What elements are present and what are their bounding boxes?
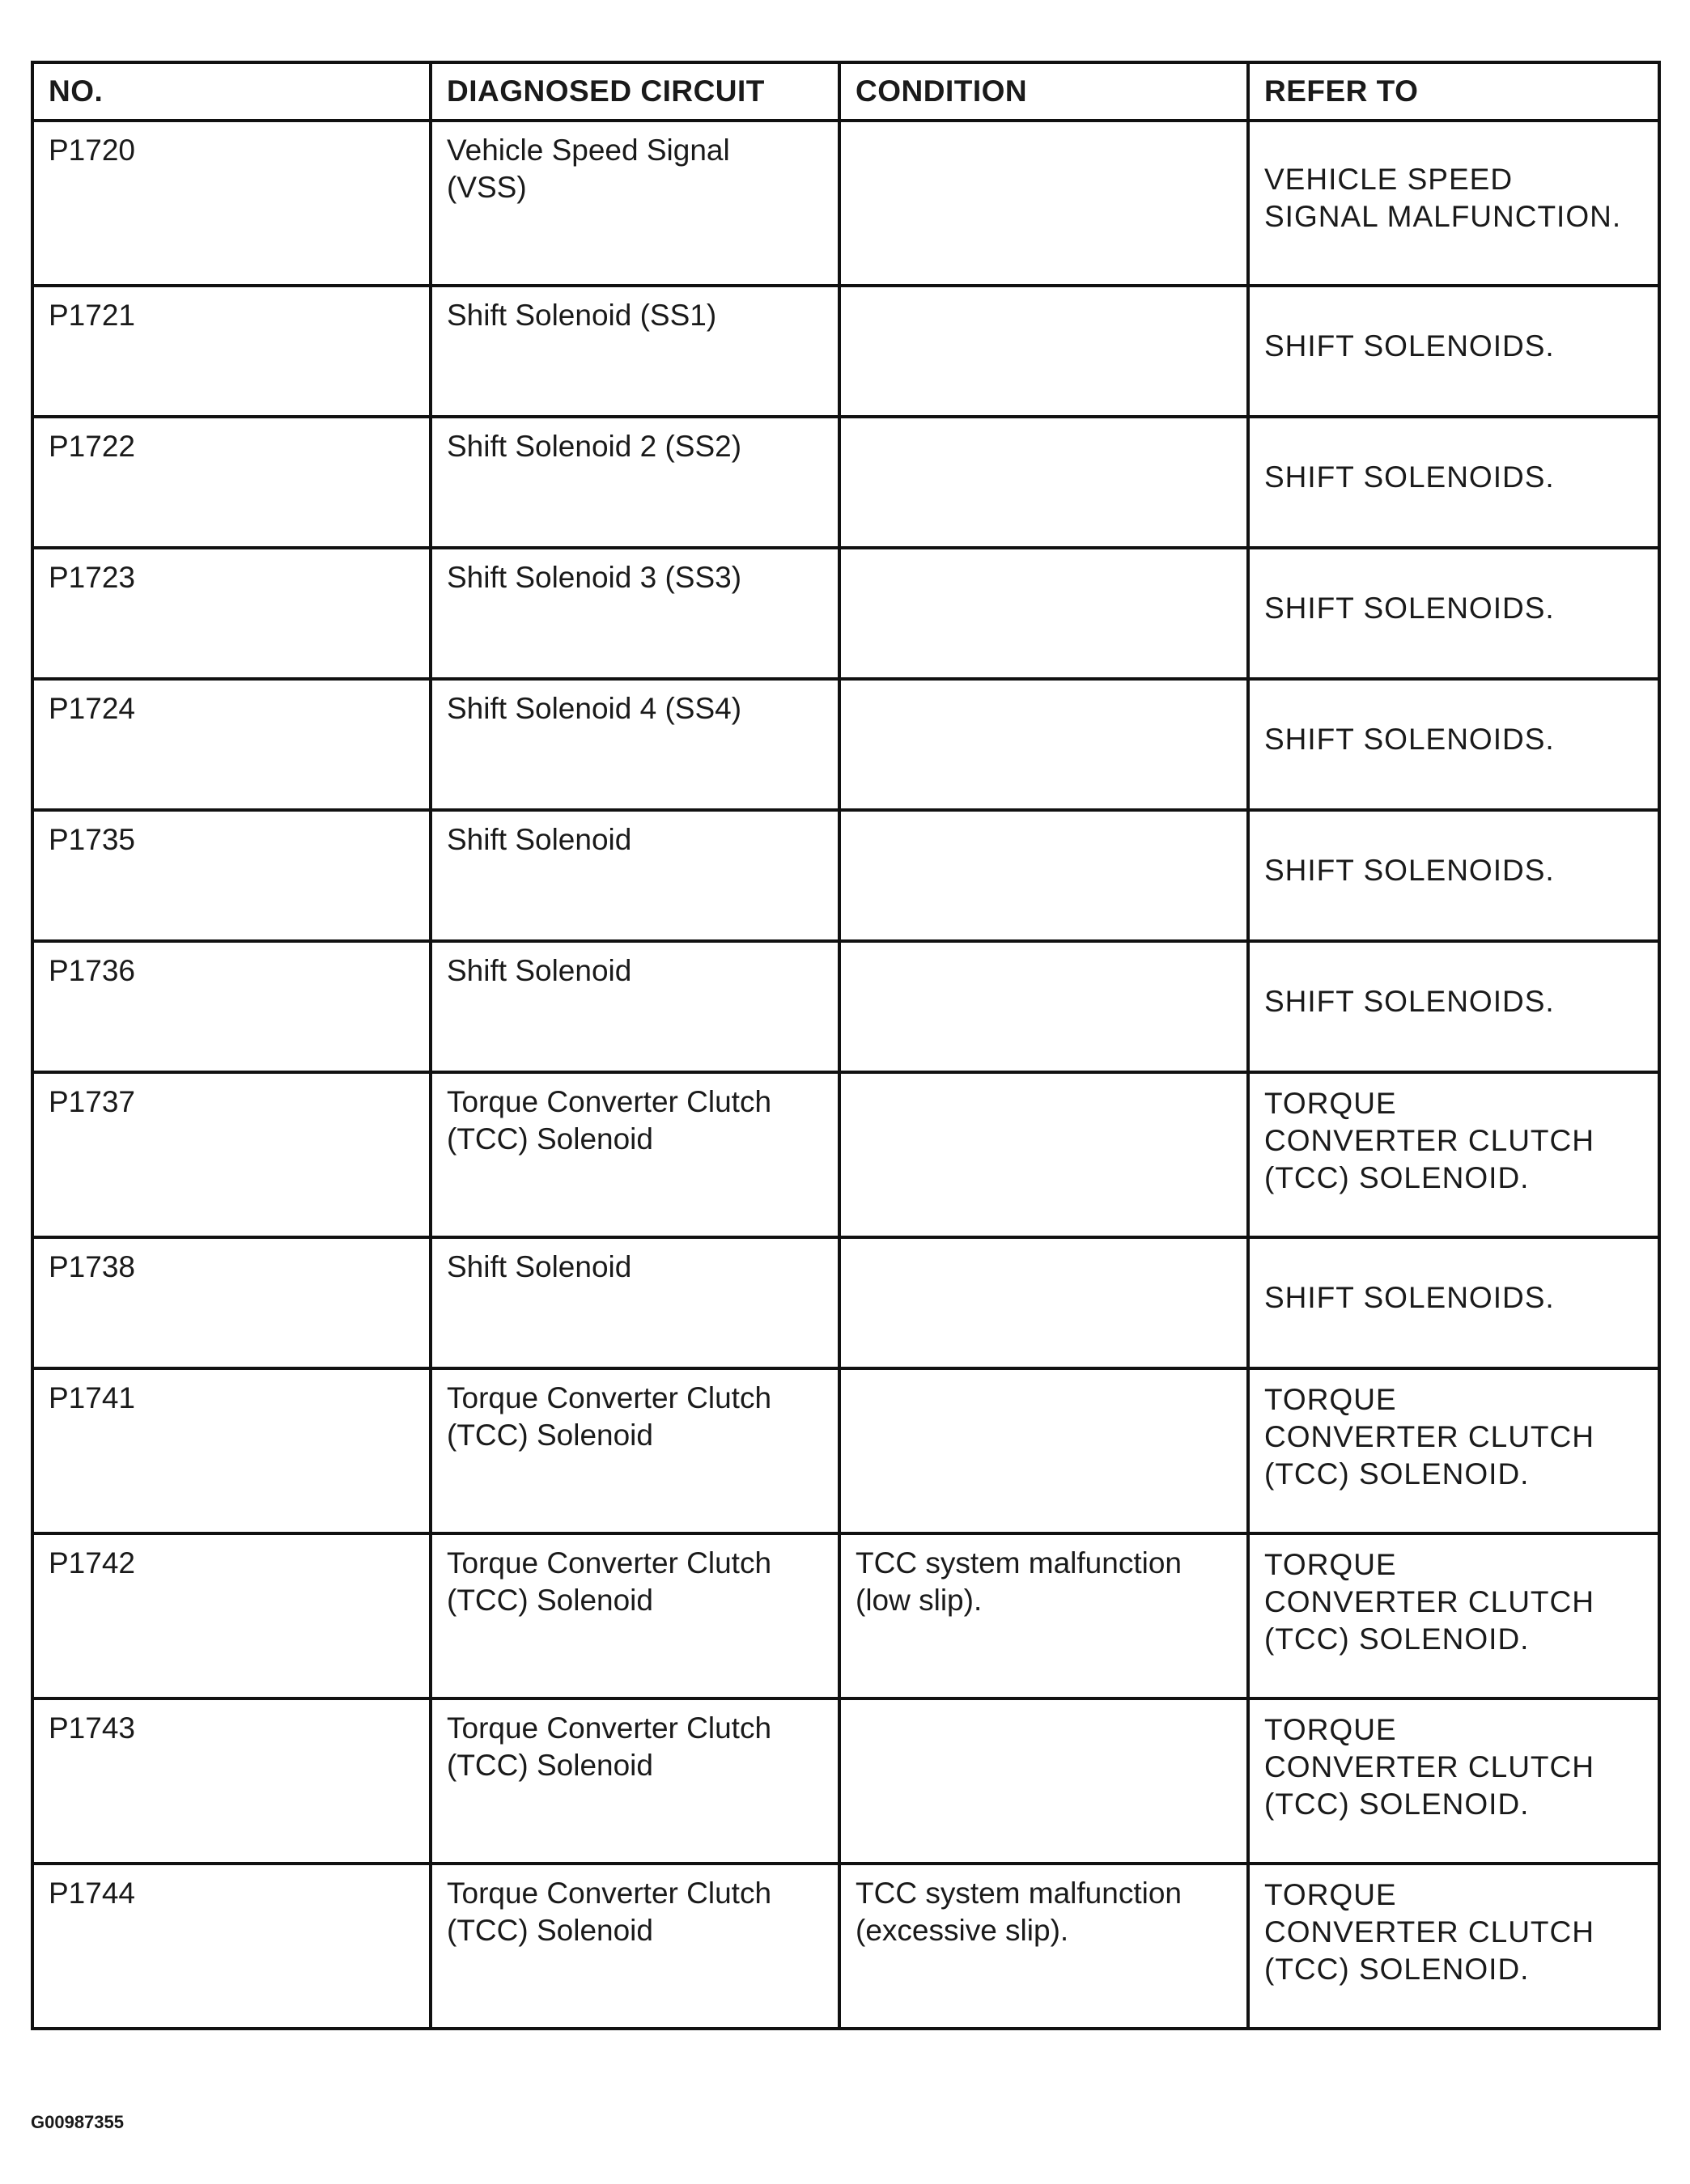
cell-circuit xyxy=(431,679,839,810)
cell-no xyxy=(32,1237,431,1368)
circuit-text: Shift Solenoid 3 (SS3) xyxy=(447,561,742,594)
circuit-text: Shift Solenoid 2 (SS2) xyxy=(447,430,742,463)
condition-text xyxy=(856,812,1232,821)
circuit-text: Vehicle Speed Signal (VSS) xyxy=(447,134,730,204)
code-text: P1744 xyxy=(49,1877,135,1910)
condition-text xyxy=(856,287,1232,297)
condition-text xyxy=(856,943,1232,952)
code-text: P1738 xyxy=(49,1250,135,1283)
cell-condition xyxy=(839,1698,1248,1864)
cell-refer xyxy=(1248,286,1659,417)
cell-refer xyxy=(1248,1237,1659,1368)
table-row xyxy=(32,121,1659,286)
cell-no xyxy=(32,1864,431,2029)
circuit-text: Shift Solenoid xyxy=(447,1250,632,1283)
refer-text: TORQUE CONVERTER CLUTCH (TCC) SOLENOID. xyxy=(1264,1087,1594,1194)
table-row xyxy=(32,417,1659,548)
cell-refer xyxy=(1248,417,1659,548)
cell-no xyxy=(32,548,431,679)
condition-text xyxy=(856,549,1232,559)
code-text: P1743 xyxy=(49,1711,135,1745)
condition-text: TCC system malfunction (excessive slip). xyxy=(856,1877,1182,1947)
cell-refer xyxy=(1248,1698,1659,1864)
circuit-text: Torque Converter Clutch (TCC) Solenoid xyxy=(447,1711,772,1782)
condition-text xyxy=(856,1700,1232,1710)
condition-text xyxy=(856,681,1232,690)
code-text: P1736 xyxy=(49,954,135,987)
cell-circuit xyxy=(431,417,839,548)
cell-refer xyxy=(1248,121,1659,286)
cell-condition xyxy=(839,810,1248,941)
cell-no xyxy=(32,941,431,1072)
code-text: P1741 xyxy=(49,1381,135,1414)
cell-circuit xyxy=(431,1072,839,1237)
table-row xyxy=(32,1237,1659,1368)
cell-circuit xyxy=(431,1698,839,1864)
header-diagnosed-circuit: DIAGNOSED CIRCUIT xyxy=(431,62,839,121)
circuit-text: Torque Converter Clutch (TCC) Solenoid xyxy=(447,1877,772,1947)
cell-circuit xyxy=(431,121,839,286)
header-row xyxy=(32,62,1659,121)
refer-text: SHIFT SOLENOIDS. xyxy=(1264,723,1555,756)
code-text: P1742 xyxy=(49,1546,135,1580)
cell-circuit xyxy=(431,1533,839,1698)
table-row xyxy=(32,810,1659,941)
dtc-table xyxy=(31,61,1661,2030)
cell-no xyxy=(32,1533,431,1698)
cell-no xyxy=(32,121,431,286)
condition-text xyxy=(856,1074,1232,1084)
cell-condition xyxy=(839,679,1248,810)
refer-text: VEHICLE SPEED SIGNAL MALFUNCTION. xyxy=(1264,163,1622,233)
refer-text: TORQUE CONVERTER CLUTCH (TCC) SOLENOID. xyxy=(1264,1878,1594,1986)
cell-no xyxy=(32,417,431,548)
cell-no xyxy=(32,1698,431,1864)
table-row xyxy=(32,1533,1659,1698)
refer-text: SHIFT SOLENOIDS. xyxy=(1264,985,1555,1018)
table-row xyxy=(32,679,1659,810)
code-text: P1720 xyxy=(49,134,135,167)
code-text: P1724 xyxy=(49,692,135,725)
cell-refer xyxy=(1248,679,1659,810)
refer-text: SHIFT SOLENOIDS. xyxy=(1264,1281,1555,1314)
table-row xyxy=(32,1864,1659,2029)
circuit-text: Torque Converter Clutch (TCC) Solenoid xyxy=(447,1085,772,1156)
header-condition: CONDITION xyxy=(839,62,1248,121)
cell-no xyxy=(32,810,431,941)
circuit-text: Shift Solenoid xyxy=(447,954,632,987)
cell-condition xyxy=(839,941,1248,1072)
cell-refer xyxy=(1248,941,1659,1072)
refer-text: SHIFT SOLENOIDS. xyxy=(1264,460,1555,494)
header-refer-to: REFER TO xyxy=(1248,62,1659,121)
code-text: P1722 xyxy=(49,430,135,463)
cell-circuit xyxy=(431,1237,839,1368)
cell-condition xyxy=(839,121,1248,286)
code-text: P1723 xyxy=(49,561,135,594)
cell-refer xyxy=(1248,548,1659,679)
cell-condition xyxy=(839,1533,1248,1698)
circuit-text: Shift Solenoid (SS1) xyxy=(447,299,717,332)
cell-circuit xyxy=(431,286,839,417)
cell-condition xyxy=(839,1864,1248,2029)
table-row xyxy=(32,941,1659,1072)
cell-circuit xyxy=(431,1368,839,1533)
condition-text xyxy=(856,418,1232,428)
cell-no xyxy=(32,1072,431,1237)
cell-refer xyxy=(1248,1072,1659,1237)
cell-refer xyxy=(1248,1864,1659,2029)
condition-text: TCC system malfunction (low slip). xyxy=(856,1546,1182,1617)
table-row xyxy=(32,1072,1659,1237)
cell-refer xyxy=(1248,1368,1659,1533)
code-text: P1737 xyxy=(49,1085,135,1118)
cell-no xyxy=(32,286,431,417)
cell-condition xyxy=(839,1237,1248,1368)
refer-text: SHIFT SOLENOIDS. xyxy=(1264,329,1555,363)
condition-text xyxy=(856,1239,1232,1249)
table-row xyxy=(32,286,1659,417)
cell-condition xyxy=(839,1368,1248,1533)
cell-refer xyxy=(1248,810,1659,941)
refer-text: TORQUE CONVERTER CLUTCH (TCC) SOLENOID. xyxy=(1264,1548,1594,1656)
cell-condition xyxy=(839,286,1248,417)
refer-text: SHIFT SOLENOIDS. xyxy=(1264,854,1555,887)
circuit-text: Shift Solenoid 4 (SS4) xyxy=(447,692,742,725)
circuit-text: Shift Solenoid xyxy=(447,823,632,856)
condition-text xyxy=(856,122,1232,132)
dtc-reference-sheet xyxy=(31,61,1658,2030)
refer-text: SHIFT SOLENOIDS. xyxy=(1264,592,1555,625)
cell-refer xyxy=(1248,1533,1659,1698)
code-text: P1721 xyxy=(49,299,135,332)
circuit-text: Torque Converter Clutch (TCC) Solenoid xyxy=(447,1546,772,1617)
code-text: P1735 xyxy=(49,823,135,856)
figure-id: G00987355 xyxy=(31,2112,124,2132)
cell-no xyxy=(32,1368,431,1533)
header-no: NO. xyxy=(32,62,431,121)
circuit-text: Torque Converter Clutch (TCC) Solenoid xyxy=(447,1381,772,1452)
condition-text xyxy=(856,1370,1232,1380)
refer-text: TORQUE CONVERTER CLUTCH (TCC) SOLENOID. xyxy=(1264,1713,1594,1821)
cell-no xyxy=(32,679,431,810)
cell-condition xyxy=(839,1072,1248,1237)
cell-circuit xyxy=(431,548,839,679)
cell-condition xyxy=(839,417,1248,548)
refer-text: TORQUE CONVERTER CLUTCH (TCC) SOLENOID. xyxy=(1264,1383,1594,1491)
table-row xyxy=(32,1368,1659,1533)
table-row xyxy=(32,548,1659,679)
cell-condition xyxy=(839,548,1248,679)
cell-circuit xyxy=(431,941,839,1072)
table-row xyxy=(32,1698,1659,1864)
cell-circuit xyxy=(431,810,839,941)
cell-circuit xyxy=(431,1864,839,2029)
